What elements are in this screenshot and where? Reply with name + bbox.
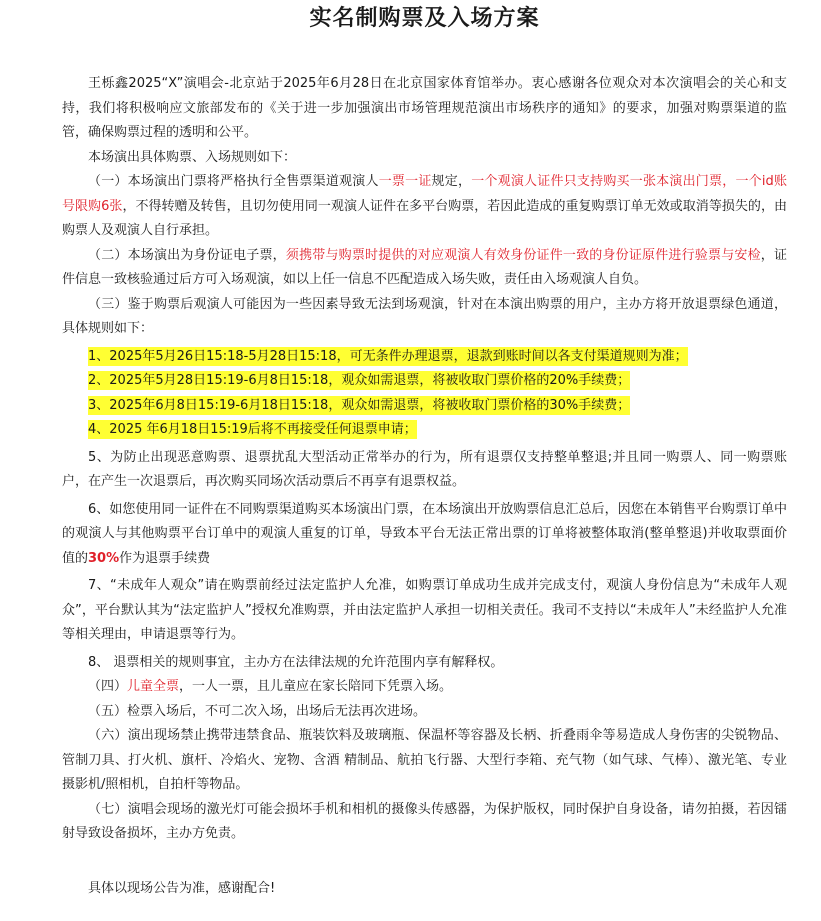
rule-4-red-child: 儿童全票 — [127, 679, 180, 694]
document-body — [62, 72, 787, 901]
rule-1-red-one-ticket: 一票一证 — [378, 174, 432, 189]
rule-6-paragraph: （六）演出现场禁止携带违禁食品、瓶装饮料及玻璃瓶、保温杯等容器及长柄、折叠雨伞等易造成人身伤害的尖锐物品、管制刀具、打火机、旗杆、冷焰火、宠物、含酒 精制品、航拍飞行器、大型行李箱、充气物（如气球、气棒）、激光笔、专业摄影机/照相机，自拍杆等物品。 — [62, 728, 787, 792]
rule-1-text-c: 规定， — [431, 174, 472, 189]
rule-5-paragraph: （五）检票入场后，不可二次入场，出场后无法再次进场。 — [88, 703, 427, 719]
rule-2-paragraph — [62, 244, 787, 293]
rule-2-text-c: ，证件信息一致核验通过后方可入场观演，如以上任一信息不匹配造成入场失败，责任由入场观演人自负。 — [62, 247, 787, 287]
rule-1-text-a: （一）本场演出门票将严格执行全售票渠道观演人 — [88, 174, 379, 189]
rule-1-text-e: ，不得转赠及转售，且切勿使用同一观演人证件在多平台购票，若因此造成的重复购票订单无效或取消等损失的，由购票人及观演人自行承担。 — [62, 198, 787, 238]
rule-1-paragraph — [62, 170, 787, 244]
refund-item-3-text: 3、2025年6月8日15:19-6月18日15:18，观众如需退票，将被收取门票价格的30%手续费； — [88, 397, 631, 413]
item-8-paragraph: 8、 退票相关的规则事宜，主办方在法律法规的允许范围内享有解释权。 — [88, 654, 504, 670]
rule-4-text-a: （四） — [88, 679, 128, 694]
rule-2-red-id: 须携带与购票时提供的对应观演人有效身份证件一致的身份证原件进行验票与安检 — [285, 247, 761, 263]
item-7-paragraph: 7、“未成年人观众”请在购票前经过法定监护人允准，如购票订单成功生成并完成支付，观演人身份信息为“未成年人观众”，平台默认其为“法定监护人”授权允准购票，并由法定监护人承担一切相关责任。我司不支持以“未成年人”未经监护人允准等相关理由，申请退票等行为。 — [62, 578, 787, 642]
rule-4-text-c: ，一人一票，且儿童应在家长陪同下凭票入场。 — [179, 679, 453, 694]
refund-item-4 — [62, 418, 787, 443]
rule-4-paragraph — [62, 675, 787, 700]
rule-3-paragraph: （三）鉴于购票后观演人可能因为一些因素导致无法到场观演，针对在本演出购票的用户，主办方将开放退票绿色通道，具体规则如下： — [62, 296, 787, 336]
rule-7-paragraph: （七）演唱会现场的激光灯可能会损坏手机和相机的摄像头传感器，为保护版权，同时保护自身设备，请勿拍摄，若因镭射导致设备损坏，主办方免责。 — [62, 801, 787, 841]
rules-heading: 本场演出具体购票、入场规则如下： — [88, 149, 297, 165]
closing-line: 具体以现场公告为准，感谢配合! — [88, 880, 276, 896]
item-6-text-a: 6、如您使用同一证件在不同购票渠道购买本场演出门票，在本场演出开放购票信息汇总后，因您在本销售平台购票订单中的观演人与其他购票平台订单中的观演人重复的订单，导致本平台无法正常出票的订单将被整体取消(整单整退)并收取票面价值的 — [62, 501, 787, 566]
refund-item-1-text: 1、2025年5月26日15:18-5月28日15:18，可无条件办理退票，退款到账时间以各支付渠道规则为准； — [88, 348, 688, 364]
refund-item-4-text: 4、2025 年6月18日15:19后将不再接受任何退票申请； — [88, 422, 417, 437]
item-6-red-fee: 30% — [88, 550, 120, 566]
refund-item-3 — [62, 394, 787, 419]
refund-item-2-text: 2、2025年5月28日15:19-6月8日15:18，观众如需退票，将被收取门票价格的20%手续费； — [88, 373, 631, 388]
rule-2-text-a: （二）本场演出为身份证电子票， — [88, 247, 286, 263]
item-5-paragraph: 5、为防止出现恶意购票、退票扰乱大型活动正常举办的行为，所有退票仅支持整单整退;并且同一购票人、同一购票账户，在产生一次退票后，再次购买同场次活动票后不再享有退票权益。 — [62, 449, 787, 489]
document-title: 实名制购票及入场方案 — [309, 6, 540, 31]
intro-paragraph: 王栎鑫2025“X”演唱会-北京站于2025年6月28日在北京国家体育馆举办。衷心感谢各位观众对本次演唱会的关心和支持，我们将积极响应文旅部发布的《关于进一步加强演出市场管理规范演出市场秩序的通知》的要求，加强对购票渠道的监管，确保购票过程的透明和公平。 — [62, 76, 787, 140]
refund-item-2 — [62, 369, 787, 394]
refund-item-1 — [62, 345, 787, 370]
rule-1-red-limit: 一个观演人证件只支持购买一张本演出门票，一个id账号限购6张 — [62, 174, 787, 214]
item-6-text-c: 作为退票手续费 — [119, 550, 211, 566]
item-6-paragraph — [62, 498, 787, 572]
